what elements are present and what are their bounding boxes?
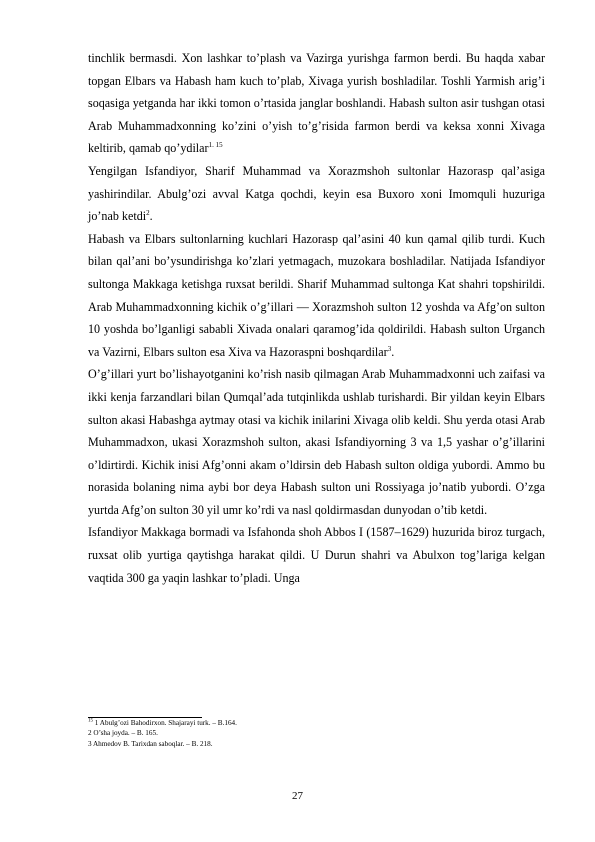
paragraph-4 bbox=[88, 363, 545, 521]
paragraph-3 bbox=[88, 228, 545, 364]
paragraph-1-text: tinchlik bermasdi. Xon lashkar to’plash va Vazirga yurishga farmon berdi. Bu haqda xabar topgan Elbars va Habash ham kuch to’plab, Xivaga yurish boshladilar. Toshli Yarmish arig’i soqasiga yetganda har ikki tomon o’rtasida janglar boshlandi. Habash sulton asir tushgan otasi Arab Muhammadxonning ko’zini o’yish to’g’risida farmon berdi va keksa xonni Xivaga keltirib, qamab qo’ydilar bbox=[88, 51, 545, 156]
paragraph-5 bbox=[88, 521, 545, 589]
footnote-2-text: 2 O’sha joyda. – B. 165. bbox=[88, 729, 158, 738]
paragraph-3-end: . bbox=[391, 344, 395, 359]
paragraph-4-text: O’g’illari yurt bo’lishayotganini ko’rish nasib qilmagan Arab Muhammadxonni uch zaifasi va ikki kenja farzandlari bilan Qumqal’ada tutqinlikda ushlab turishardi. Bir yildan keyin Elbars sulton akasi Habashga aytmay otasi va kichik inilarini Xivaga olib keldi. Shu yerda otasi Arab Muhammadxon, ukasi Xorazmshoh sulton, akasi Isfandiyorning 3 va 1,5 yashar o’g’illarini o’ldirtirdi. Kichik inisi Afg’onni akam o’ldirsin deb Habash sulton oldiga yubordi. Ammo bu norasida bolaning nima aybi bor deya Habash sulton uni Rossiyaga jo’natib yubordi. O’zga yurtda Afg’on sulton 30 yil umr ko’rdi va nasl qoldirmasdan dunyodan o’tib ketdi. bbox=[88, 367, 545, 517]
main-text bbox=[88, 47, 545, 589]
footnote-ref-3: 3 bbox=[387, 344, 392, 353]
footnotes bbox=[88, 718, 545, 749]
footnote-3 bbox=[88, 739, 545, 749]
footnote-1-text: 1 Abulg’ozi Bahodirxon. Shajarayi turk. – B.164. bbox=[93, 719, 237, 727]
paragraph-2-end: . bbox=[149, 209, 153, 224]
paragraph-2 bbox=[88, 160, 545, 228]
footnote-2 bbox=[88, 728, 545, 738]
page-number: 27 bbox=[292, 790, 303, 802]
footnote-ref-2: 2 bbox=[146, 209, 150, 218]
footnote-ref-1: 1. 15 bbox=[208, 141, 223, 150]
footnote-3-text: 3 Ahmedov B. Tarixdan saboqlar. – B. 218. bbox=[88, 739, 213, 748]
paragraph-3-text: Habash va Elbars sultonlarning kuchlari Hazorasp qal’asini 40 kun qamal qilib turdi. Kuch bilan qal’ani bo’ysundirishga ko’zlari yetmagach, muzokara boshladilar. Natijada Isfandiyor sultonga Makkaga ketishga ruxsat berildi. Sharif Muhammad sultonga Kat shahri topshirildi. Arab Muhammadxonning kichik o’g’illari — Xorazmshoh sulton 12 yoshda va Afg’on sulton 10 yoshda bo’lganligi sababli Xivada onalari qaramog’ida qoldirildi. Habash sulton Urganch va Vazirni, Elbars sulton esa Xiva va Hazoraspni boshqardilar bbox=[88, 231, 545, 359]
footnote-1 bbox=[88, 718, 545, 728]
paragraph-2-text: Yengilgan Isfandiyor, Sharif Muhammad va Xorazmshoh sultonlar Hazorasp qal’asiga yashirindilar. Abulg’ozi avval Katga qochdi, keyin esa Buxoro xoni Imomquli huzuriga jo’nab ketdi bbox=[88, 163, 545, 224]
footnote-1-mark: 15 bbox=[88, 718, 93, 724]
paragraph-1 bbox=[88, 47, 545, 160]
paragraph-5-text: Isfandiyor Makkaga bormadi va Isfahonda shoh Abbos I (1587–1629) huzurida biroz turgach, ruxsat olib yurtiga qaytishga harakat qildi. U Durun shahri va Abulxon tog’lariga kelgan vaqtida 300 ga yaqin lashkar to’pladi. Unga bbox=[88, 525, 545, 585]
